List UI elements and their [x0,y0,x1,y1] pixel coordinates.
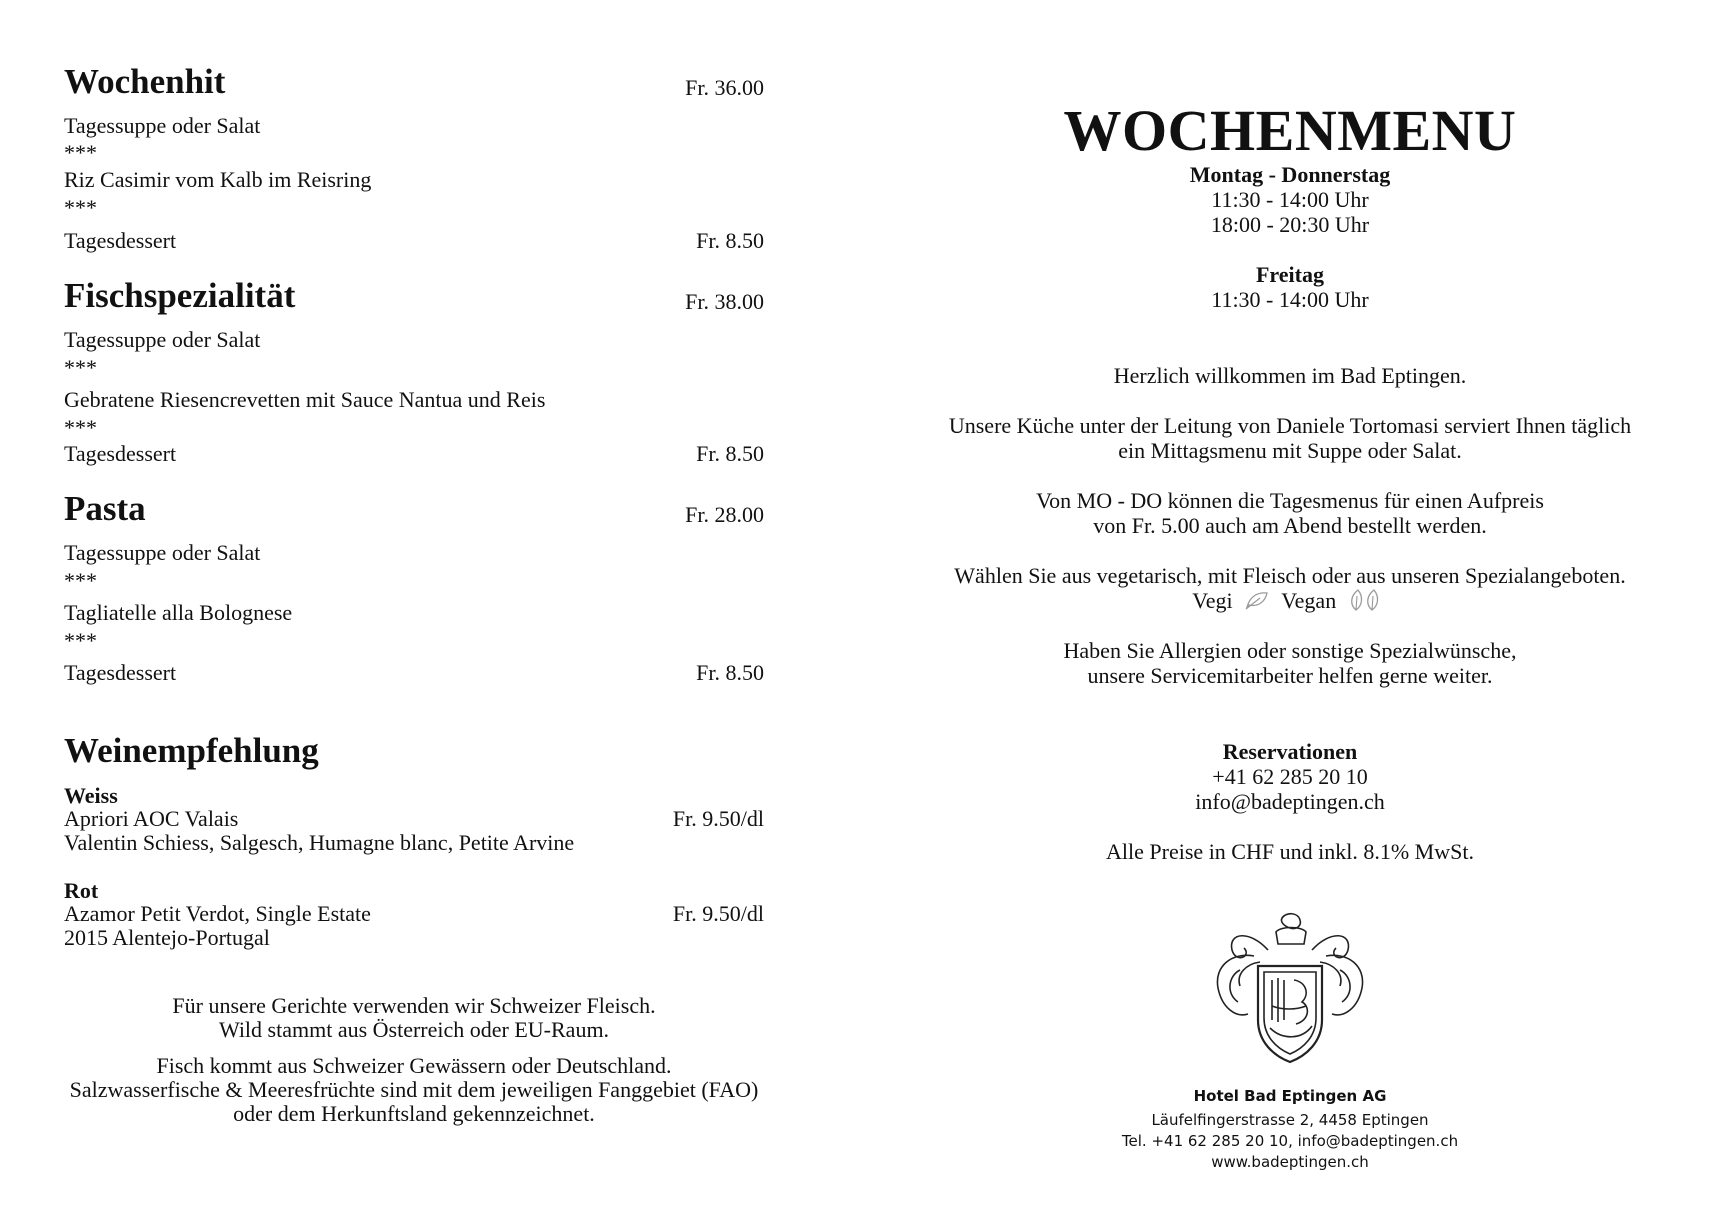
kitchen-text: ein Mittagsmenu mit Suppe oder Salat. [1118,438,1462,463]
welcome-text: Herzlich willkommen im Bad Eptingen. [1113,363,1467,388]
crest-icon [1210,910,1370,1070]
menu-line: Tagessuppe oder Salat [64,113,261,138]
menu-separator: *** [64,355,97,380]
section-title: Wochenhit [64,62,226,101]
kitchen-text: Unsere Küche unter der Leitung von Daniele Tortomasi serviert Ihnen täglich [948,413,1632,438]
leaf-icon [1244,590,1270,616]
menu-line: Tagesdessert [64,660,177,685]
dessert-price: Fr. 8.50 [696,660,764,685]
vegi-label: Vegi [1192,588,1233,614]
choice-text: Wählen Sie aus vegetarisch, mit Fleisch oder aus unseren Spezialangeboten. [954,563,1626,588]
left-column [64,0,764,1218]
company-address: Läufelfingerstrasse 2, 4458 Eptingen [1151,1111,1429,1129]
origin-note: Fisch kommt aus Schweizer Gewässern oder Deutschland. [156,1053,672,1078]
section-title: Fischspezialität [64,276,296,315]
vat-note: Alle Preise in CHF und inkl. 8.1% MwSt. [1106,839,1474,864]
allergy-text: Haben Sie Allergien oder sonstige Spezialwünsche, [1063,638,1517,663]
dessert-price: Fr. 8.50 [696,441,764,466]
section-price: Fr. 38.00 [685,289,764,314]
menu-separator: *** [64,628,97,653]
wine-red-detail: 2015 Alentejo-Portugal [64,925,270,950]
weekdays-label: Montag - Donnerstag [1189,162,1391,187]
evening-text: von Fr. 5.00 auch am Abend bestellt werden. [1093,513,1487,538]
friday-hours: 11:30 - 14:00 Uhr [1211,287,1369,312]
weekdays-hours: 11:30 - 14:00 Uhr [1211,187,1369,212]
company-name: Hotel Bad Eptingen AG [1193,1087,1387,1105]
wine-white-name: Apriori AOC Valais [64,806,239,831]
wine-red-label: Rot [64,878,99,903]
weekdays-hours: 18:00 - 20:30 Uhr [1210,212,1370,237]
section-price: Fr. 36.00 [685,75,764,100]
menu-line: Riz Casimir vom Kalb im Reisring [64,167,372,192]
menu-separator: *** [64,568,97,593]
reservation-phone: +41 62 285 20 10 [1212,764,1368,789]
company-contact: Tel. +41 62 285 20 10, info@badeptingen.ch [1121,1132,1459,1150]
menu-separator: *** [64,415,97,440]
wine-white-detail: Valentin Schiess, Salgesch, Humagne blanc, Petite Arvine [64,830,575,855]
page-title: WOCHENMENU [1063,98,1517,163]
reservation-email: info@badeptingen.ch [1195,789,1385,814]
wine-red-price: Fr. 9.50/dl [672,901,764,926]
menu-line: Tagessuppe oder Salat [64,540,261,565]
reservation-label: Reservationen [1222,739,1358,764]
origin-note: Für unsere Gerichte verwenden wir Schweizer Fleisch. [172,993,656,1018]
menu-line: Tagessuppe oder Salat [64,327,261,352]
menu-line: Tagesdessert [64,441,177,466]
friday-label: Freitag [1255,262,1324,287]
menu-separator: *** [64,195,97,220]
origin-note: Salzwasserfische & Meeresfrüchte sind mit dem jeweiligen Fanggebiet (FAO) [69,1077,759,1102]
menu-line: Tagesdessert [64,228,177,253]
diet-legend [920,588,1660,618]
wine-white-label: Weiss [64,783,118,808]
menu-line: Tagliatelle alla Bolognese [64,600,293,625]
menu-line: Gebratene Riesencrevetten mit Sauce Nantua und Reis [64,387,546,412]
section-price: Fr. 28.00 [685,502,764,527]
origin-note: Wild stammt aus Österreich oder EU-Raum. [218,1017,610,1042]
double-leaf-icon [1348,588,1382,618]
section-title: Pasta [64,489,146,528]
wine-white-price: Fr. 9.50/dl [672,806,764,831]
company-website[interactable]: www.badeptingen.ch [1211,1153,1369,1171]
menu-separator: *** [64,140,97,165]
vegan-label: Vegan [1281,588,1337,614]
wine-red-name: Azamor Petit Verdot, Single Estate [64,901,371,926]
right-column [920,0,1660,1218]
evening-text: Von MO - DO können die Tagesmenus für einen Aufpreis [1036,488,1544,513]
wine-title: Weinempfehlung [64,731,319,770]
dessert-price: Fr. 8.50 [696,228,764,253]
origin-note: oder dem Herkunftsland gekennzeichnet. [233,1101,595,1126]
allergy-text: unsere Servicemitarbeiter helfen gerne weiter. [1087,663,1493,688]
